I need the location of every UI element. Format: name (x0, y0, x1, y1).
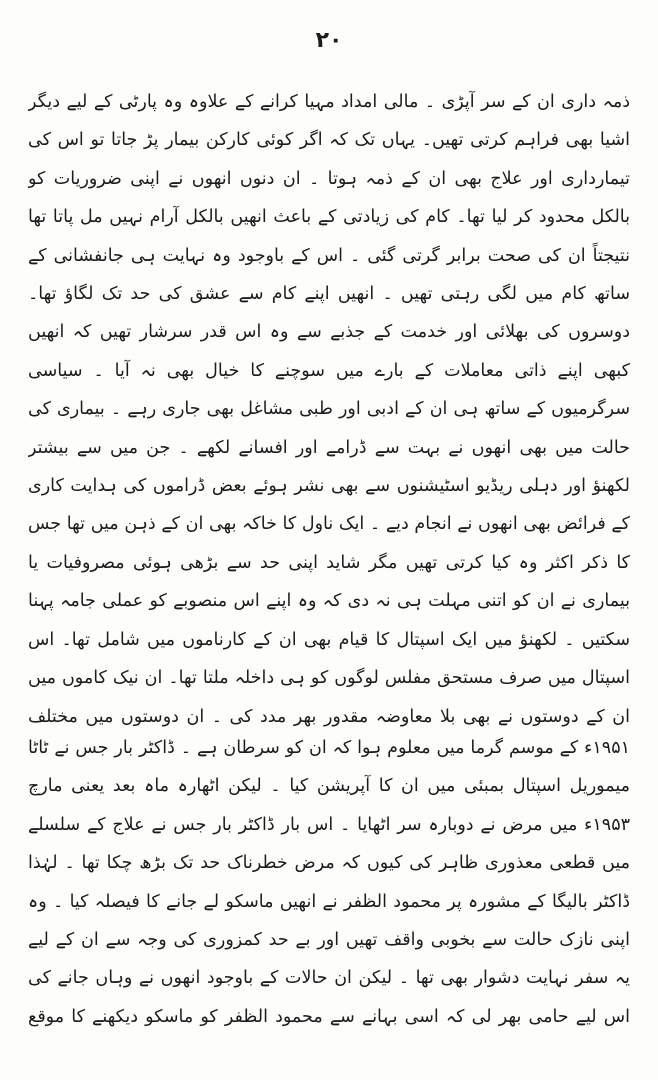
body-text (28, 83, 630, 1035)
page-number: ۲۰ (315, 28, 343, 53)
paragraph-1: ذمہ داری ان کے سر آپڑی ۔ مالی امداد مہیا کرانے کے علاوہ وہ پارٹی کے لیے دیگر اشیا بھی فراہم کرتی تھیں۔ یہاں تک کہ اگر کوئی کارکن بیمار پڑ جاتا تو اس کی تیمارداری اور علاج بھی ان کے ذمہ ہوتا ۔ ان دنوں انھوں نے اپنی ضروریات کو بالکل محدود کر لیا تھا۔ کام کی زیادتی کے باعث انھیں بالکل آرام نہیں مل پاتا تھا نتیجتاً ان کی صحت برابر گرتی گئی ۔ اس کے باوجود وہ نہایت ہی جانفشانی کے ساتھ کام میں لگی رہتی تھیں ۔ انھیں اپنے کام سے عشق کی حد تک لگاؤ تھا۔ دوسروں کی بھلائی اور خدمت کے جذبے سے وہ اس قدر سرشار تھیں کہ انھیں کبھی اپنے ذاتی معاملات کے بارے میں سوچنے کا خیال بھی نہ آیا ۔ سیاسی سرگرمیوں کے ساتھ ہی ان کے ادبی اور طبی مشاغل بھی جاری رہے ۔ بیماری کی حالت میں بھی انھوں نے بہت سے ڈرامے اور افسانے لکھے ۔ جن میں سے بیشتر لکھنؤ اور دہلی ریڈیو اسٹیشنوں سے بھی نشر ہوئے بعض ڈراموں کی ہدایت کاری کے فرائض بھی انھوں نے انجام دیے ۔ ایک ناول کا خاکہ بھی ان کے ذہن میں تھا جس کا ذکر اکثر وہ کیا کرتی تھیں مگر شاید اپنی حد سے بڑھی ہوئی مصروفیات یا بیماری نے ان کو اتنی مہلت ہی نہ دی کہ وہ اپنے اس منصوبے کو عملی جامہ پہنا سکتیں ۔ لکھنؤ میں ایک اسپتال کا قیام بھی ان کے کارناموں میں شامل تھا۔ اس اسپتال میں صرف مستحق مفلس لوگوں کو ہی داخلہ ملتا تھا۔ ان نیک کاموں میں ان کے دوستوں نے بھی بلا معاوضہ مقدور بھر مدد کی ۔ ان دوستوں میں مختلف (28, 92, 630, 727)
paragraph-2: ۱۹۵۱ء کے موسم گرما میں معلوم ہوا کہ ان کو سرطان ہے ۔ ڈاکٹر بار جس نے ٹاٹا میموریل اسپتال بمبئی میں ان کا آپریشن کیا ۔ لیکن اٹھارہ ماہ بعد یعنی مارچ ۱۹۵۳ء میں مرض نے دوبارہ سر اٹھایا ۔ اس بار ڈاکٹر بار جس نے علاج کے سلسلے میں قطعی معذوری ظاہر کی کیوں کہ مرض خطرناک حد تک بڑھ چکا تھا ۔ لہٰذا ڈاکٹر بالیگا کے مشورہ پر محمود الظفر نے انھیں ماسکو لے جانے کا فیصلہ کیا ۔ وہ اپنی نازک حالت سے بخوبی واقف تھیں اور بے حد کمزوری کی وجہ سے ان کے لیے یہ سفر نہایت دشوار بھی تھا ۔ لیکن ان حالات کے باوجود انھوں نے وہاں جانے کی اس لیے حامی بھر لی کہ اسی بہانے سے محمود الظفر کو ماسکو دیکھنے کا موقع (28, 738, 630, 1027)
